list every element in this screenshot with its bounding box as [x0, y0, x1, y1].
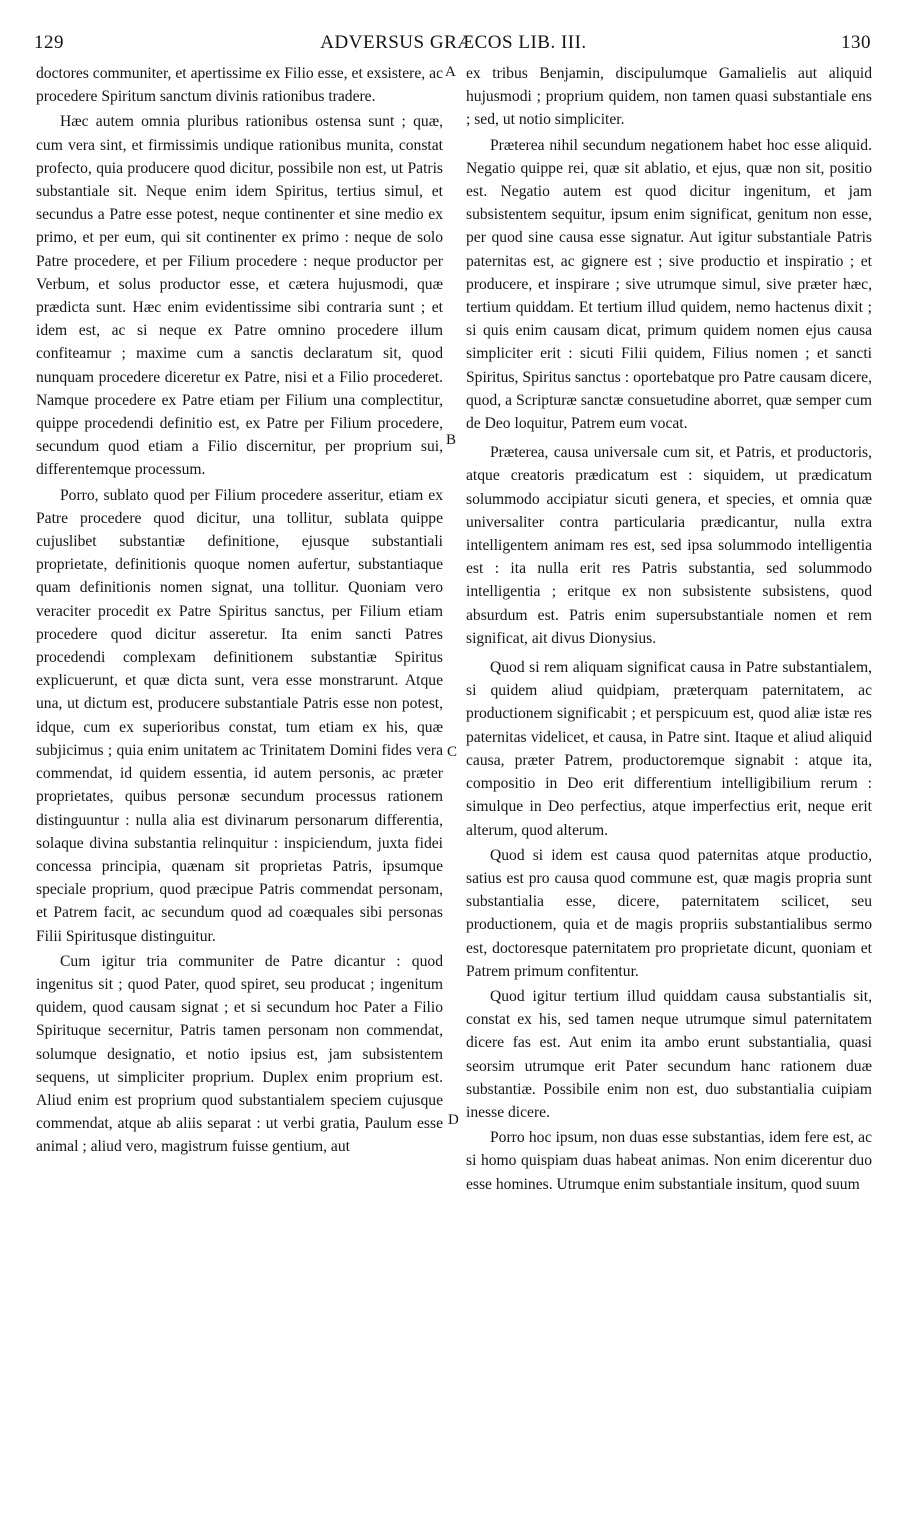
right-paragraph: Quod si idem est causa quod paternitas atque productio, satius est pro causa quod commune est, quæ magis propria sunt substantialia esse, dicere, paternitatem scilicet, seu productionem, quia et de magis propriis substantialibus sermo est, doctoresque paternitatem pro proprietate dicunt, quoniam et Patrem primum confitentur.	[466, 846, 872, 980]
right-column	[466, 62, 872, 1196]
left-paragraph: Hæc autem omnia pluribus rationibus ostensa sunt ; quæ, cum vera sint, et firmissimis undique rationibus munita, constat profecto, quia producere quod dicitur, possibile non est, ut Patris substantiale sit. Neque enim idem Spiritus, tertius simul, et secundus a Patre esse potest, neque continenter et sine medio ex primo, et per eum, qui sit continenter ex primo : neque de solo Patre procedere, et per Filium procedere : neque productor per Verbum, et solus productor esse, et cætera hujusmodi, quæ prædicta sunt. Hæc enim evidentissime sibi contraria sunt ; et idem est, ac si neque ex Patre omnino procedere illum confiteamur ; maxime cum a sanctis declaratum sit, quod nunquam procedere diceretur ex Patre, nisi et a Filio procederet. Namque procedere ex Patre etiam per Filium una complectitur, quippe procedendi definitio est, ex Patre per Filium procedere, secundum quod etiam a Filio discernitur, per proprium sui, differentemque processum.	[36, 113, 443, 479]
margin-letter-d: D	[448, 1112, 459, 1128]
left-column	[36, 62, 443, 1159]
right-paragraph: Porro hoc ipsum, non duas esse substantias, idem fere est, ac si homo quispiam duas habeat animas. Non enim dicerentur duo esse homines. Utrumque enim substantiale insitum, quod suum	[466, 1129, 872, 1193]
left-paragraph: doctores communiter, et apertissime ex Filio esse, et exsistere, ac procedere Spiritum sanctum divinis rationibus tradere.	[36, 65, 443, 106]
left-paragraph: Cum igitur tria communiter de Patre dicantur : quod ingenitus sit ; quod Pater, quod spiret, seu producat ; ingenitum quidem, quod causam signat ; et si secundum hoc Pater a Filio Spirituque secernitur, Patris tamen personam non commendat, solumque designatio, et notio ipsius est, jam subsistentem sequens, ut simpliciter proprium. Duplex enim proprium est. Aliud enim est proprium quod substantialem speciem cujusque commendat, atque ab aliis separat : ut verbi gratia, Paulum esse animal ; aliud vero, magistrum fuisse gentium, aut	[36, 952, 443, 1156]
right-paragraph: Quod igitur tertium illud quiddam causa substantialis sit, constat ex his, sed tamen neque utrumque simul paternitatem dicere fas est. Aut enim ita ambo erunt substantialia, quasi seorsim utrumque erit Pater secundum hanc rationem duæ substantiæ. Possibile enim non est, duo substantialia cuipiam inesse dicere.	[466, 987, 872, 1121]
running-title: ADVERSUS GRÆCOS LIB. III.	[320, 32, 587, 53]
right-paragraph: Præterea, causa universale cum sit, et Patris, et productoris, atque creatoris prædicatum est : siquidem, ut prædicatum solummodo accipiatur sicuti genera, et species, et omnia quæ universaliter contra particularia prædicantur, nulla extra intelligentem animam res est, sed ipsa solummodo intelligentia est : ita nulla erit res Patris substantia, sed solummodo intelligentia ; eritque ex non subsistente subsistens, quod absurdum est. Patris enim supersubstantiale nomen et rem significat, ait divus Dionysius.	[466, 444, 872, 647]
margin-letter-c: C	[447, 744, 458, 760]
page-number-right: 130	[841, 32, 871, 53]
margin-letter-b: B	[446, 432, 457, 448]
left-paragraph: Porro, sublato quod per Filium procedere asseritur, etiam ex Patre procedere quod dicitur, una tollitur, sublata quippe cujuslibet substantiæ definitione, ejusque substantiali proprietate, definitionis quoque nomen aufertur, substantiaque quam definitionis nomen signat, una tollitur. Quoniam vero veraciter procedit ex Patre Spiritus sanctus, per Filium etiam procedere quod dicitur asseretur. Ita enim sancti Patres procedendi complexam definitionem substantiæ Spiritus explicuerunt, et quæ dicta sunt, vera esse monstrarunt. Atque una, ut dictum est, producere substantiale Patris esse non potest, idque, cum ex superioribus constat, tum etiam ex his, quæ subjicimus ; quia enim unitatem ac Trinitatem Domini fides vera commendat, id quidem essentia, id autem personis, ac præter proprietates, quibus personæ secundum processus rationem distinguuntur : nulla alia est divinarum personarum differentia, solaque divina substantia relinquitur : inspiciendum, juxta fidei concessa principia, quænam sit proprietas Patris, ipsumque speciale proprium, quod præcipue Patris commendat personam, et Patrem facit, ac secundum quod ad coæquales sibi personas Filii Spiritusque distinguitur.	[36, 486, 443, 945]
margin-letter-a: A	[445, 64, 456, 80]
right-paragraph: Præterea nihil secundum negationem habet hoc esse aliquid. Negatio quippe rei, quæ sit ablatio, et ejus, quæ non sit, positio est. Negatio autem est quod dicitur ingenitum, et jam subsistentem sequitur, ipsum enim significat, genitum non esse, per quod sine causa esse signatur. Aut igitur substantiale Patris paternitas est, ac gignere est ; sive productio et inspiratio ; et producere, et inspirare ; sive utrumque simul, sive præter hæc, tertium quiddam. Et tertium illud quidem, nemo hactenus dixit ; si quis enim causam dicat, primum quidem nomen ejus causa simpliciter erit : sicuti Filii quidem, Filius nomen ; et sancti Spiritus, Spiritus sanctus : oportebatque pro Patre causam dicere, quod, a Scripturæ sanctæ consuetudine aborret, quæ semper cum de Deo loquitur, Patrem eum vocat.	[466, 136, 872, 433]
right-paragraph: ex tribus Benjamin, discipulumque Gamalielis aut aliquid hujusmodi ; proprium quidem, non tamen quasi substantiale ens ; sed, ut notio simpliciter.	[466, 65, 872, 129]
page-number-left: 129	[34, 32, 64, 53]
right-paragraph: Quod si rem aliquam significat causa in Patre substantialem, si quidem aliud quidpiam, præterquam paternitatem, ac productionem significabit ; et perspicuum est, quod aliæ istæ res paternitas videlicet, et causa, in Patre sint. Itaque et aliud aliquid causa, præter Patrem, productoremque signabit : atque ita, compositio in Deo erit differentium intelligibilium rerum : simulque in Deo perfectius, atque imperfectius erit, neque erit alterum, quod alterum.	[466, 659, 872, 839]
